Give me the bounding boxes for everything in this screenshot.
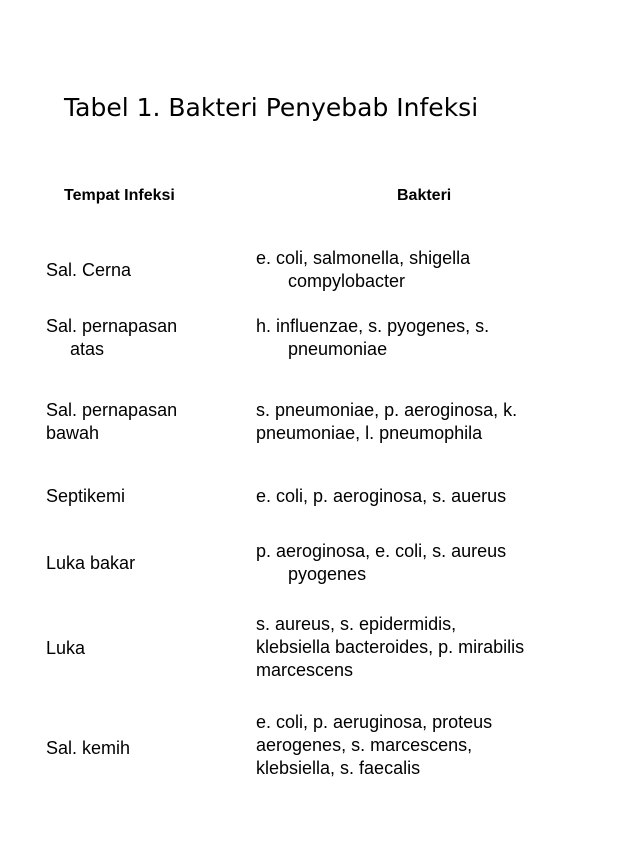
cell-bacteria-sal-kemih [256,711,626,780]
cell-location-luka-bakar [46,552,236,575]
cell-bacteria-sal-cerna [256,247,626,293]
location-line: atas [70,339,105,359]
bacteria-line: e. coli, salmonella, shigella [256,248,471,268]
cell-location-sal-pernapasan-bawah [46,399,236,445]
bacteria-line: pyogenes [288,564,367,584]
cell-location-luka [46,637,236,660]
bacteria-line: klebsiella, s. faecalis [256,758,421,778]
cell-bacteria-sal-pernapasan-atas [256,315,626,361]
bacteria-line: pneumoniae, l. pneumophila [256,423,483,443]
location-line: bawah [46,423,100,443]
bacteria-line: s. aureus, s. epidermidis, [256,614,457,634]
cell-bacteria-luka-bakar [256,540,626,586]
bacteria-line: pneumoniae [288,339,388,359]
cell-location-sal-cerna [46,259,236,282]
bacteria-line: aerogenes, s. marcescens, [256,735,473,755]
bacteria-line: e. coli, p. aeroginosa, s. auerus [256,486,507,506]
location-line: Sal. pernapasan [46,400,178,420]
cell-bacteria-luka [256,613,626,682]
location-line: Sal. pernapasan [46,316,178,336]
bacteria-line: p. aeroginosa, e. coli, s. aureus [256,541,507,561]
cell-bacteria-septikemi [256,485,626,508]
cell-location-sal-pernapasan-atas [46,315,236,361]
bacteria-line: e. coli, p. aeruginosa, proteus [256,712,493,732]
bacteria-line: klebsiella bacteroides, p. mirabilis [256,637,525,657]
location-line: Septikemi [46,486,126,506]
column-header-bacteria: Bakteri [397,187,452,204]
bacteria-line: compylobacter [288,271,406,291]
location-line: Luka bakar [46,553,136,573]
cell-location-sal-kemih [46,737,236,760]
bacteria-line: h. influenzae, s. pyogenes, s. [256,316,490,336]
location-line: Luka [46,638,86,658]
cell-bacteria-sal-pernapasan-bawah [256,399,626,445]
location-line: Sal. Cerna [46,260,132,280]
table-title: Tabel 1. Bakteri Penyebab Infeksi [64,93,479,122]
location-line: Sal. kemih [46,738,131,758]
cell-location-septikemi [46,485,236,508]
bacteria-line: marcescens [256,660,354,680]
bacteria-line: s. pneumoniae, p. aeroginosa, k. [256,400,518,420]
column-header-location: Tempat Infeksi [64,187,175,204]
